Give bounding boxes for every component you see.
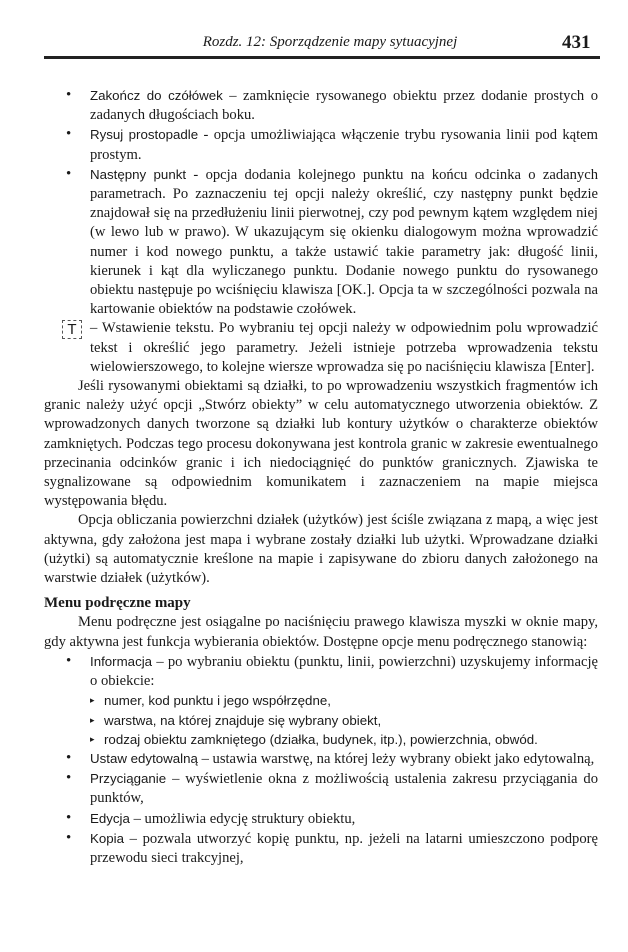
text-tool-item bbox=[44, 319, 598, 377]
option-description: – pozwala utworzyć kopię punktu, np. jeżeli na latarni umieszczono podporę przewodu sieci trakcyjnej, bbox=[90, 830, 598, 866]
option-name: Kopia bbox=[90, 830, 125, 846]
option-name: Edycja bbox=[90, 810, 130, 826]
paragraph: Jeśli rysowanymi obiektami są działki, to po wprowadzeniu wszystkich fragmentów ich granic należy użyć opcji „Stwórz obiekty” w celu automatycznego utworzenia obiektów. Z wprowadzonych danych tworzone są działki lub kontury użytków o charakterze obiektów zamkniętych. Podczas tego procesu dokonywana jest kontrola granic w zakresie ewentualnego przecinania odcinków granic i ich niedociągnięć do punktów granicznych. Zjawiska te sygnalizowane są odpowiednim komunikatem i zaznaczeniem na mapie miejsca występowania błędu. bbox=[44, 378, 598, 510]
text-tool-icon: T bbox=[62, 320, 82, 339]
bullet-icon: • bbox=[66, 809, 72, 826]
option-description: – wyświetlenie okna z możliwością ustalenia zakresu przyciągania do punktów, bbox=[90, 771, 598, 807]
bullet-icon: • bbox=[66, 652, 72, 669]
list-item bbox=[44, 652, 598, 691]
section-heading: Menu podręczne mapy bbox=[44, 595, 191, 612]
sub-item-text: warstwa, na której znajduje się wybrany obiekt, bbox=[104, 712, 382, 728]
header-rule bbox=[44, 56, 600, 59]
sub-list-item bbox=[44, 691, 598, 710]
bullet-icon: • bbox=[66, 829, 72, 846]
sub-item-text: numer, kod punktu i jego współrzędne, bbox=[104, 693, 331, 709]
list-item bbox=[44, 769, 598, 808]
triangle-bullet-icon: ▸ bbox=[90, 714, 95, 725]
sub-item-text: rodzaj obiektu zamkniętego (działka, budynek, itp.), powierzchnia, obwód. bbox=[104, 731, 538, 747]
option-name: Rysuj prostopadle bbox=[90, 127, 199, 143]
option-description: - opcja dodania kolejnego punktu na końcu odcinka o zadanych parametrach. Po zaznaczeniu tej opcji należy określić, czy następny punkt będzie znajdował się na przedłużeniu linii pierwotnej, czy pod pewnym kątem względem niej (w lewo lub w prawo). W ukazującym się okienku dialogowym można wprowadzić numer i kod nowego punktu, a także ustawić takie parametry jak: długość linii, kierunek i kąt dla wyliczanego punktu. Dodanie nowego punktu do rysowanego obiektu następuje po wciśnięciu klawisza [OK.]. Opcja ta w szczególności pozwala na kartowanie obiektów na podstawie czołówek. bbox=[90, 166, 599, 318]
body-text bbox=[44, 86, 598, 868]
list-item bbox=[44, 749, 598, 769]
triangle-bullet-icon: ▸ bbox=[90, 733, 95, 744]
running-header: Rozdz. 12: Sporządzenie mapy sytuacyjnej bbox=[202, 34, 458, 50]
bullet-icon: • bbox=[66, 749, 72, 766]
option-description: – ustawia warstwę, na której leży wybrany obiekt jako edytowalną, bbox=[197, 750, 595, 767]
option-description: - opcja umożliwiająca włączenie trybu rysowania linii pod kątem prostym. bbox=[90, 127, 598, 163]
list-item bbox=[44, 829, 598, 868]
option-description: – po wybraniu obiektu (punktu, linii, powierzchni) uzyskujemy informację o obiekcie: bbox=[90, 653, 598, 690]
option-description: – zamknięcie rysowanego obiektu przez dodanie prostych o zadanych długościach boku. bbox=[90, 88, 599, 124]
bullet-icon: • bbox=[66, 165, 72, 182]
option-name: Przyciąganie bbox=[90, 771, 167, 787]
option-name: Informacja bbox=[90, 653, 153, 669]
page-number: 431 bbox=[562, 32, 591, 53]
option-name: Zakończ do czółówek bbox=[90, 88, 223, 103]
section-intro: Menu podręczne jest osiągalne po naciśnięciu prawego klawisza myszki w oknie mapy, gdy aktywna jest funkcja wybierania obiektów. Dostępne opcje menu podręcznego stanowią: bbox=[44, 614, 598, 650]
paragraph: Opcja obliczania powierzchni działek (użytków) jest ściśle związana z mapą, a więc jest aktywna, gdy założona jest mapa i wybrane zostały działki lub użytki. Wprowadzane działki (użytki) są automatycznie kreślone na mapie i zapisywane do zbioru danych założonego na warstwie działek (użytków). bbox=[44, 512, 598, 587]
option-name: Następny punkt bbox=[90, 166, 187, 182]
text-tool-description: – Wstawienie tekstu. Po wybraniu tej opcji należy w odpowiednim polu wprowadzić tekst i określić jego parametry. Jeżeli istnieje potrzeba wprowadzenia tekstu wielowierszowego, to kolejne wiersze wprowadza się po naciśnięciu klawisza [Enter]. bbox=[90, 320, 598, 375]
option-description: – umożliwia edycję struktury obiektu, bbox=[129, 810, 356, 827]
list-item bbox=[44, 165, 598, 320]
bullet-icon: • bbox=[66, 770, 72, 787]
bullet-icon: • bbox=[66, 126, 72, 143]
list-item bbox=[44, 86, 598, 125]
triangle-bullet-icon: ▸ bbox=[90, 695, 95, 706]
list-item bbox=[44, 809, 598, 829]
sub-list-item bbox=[44, 711, 598, 730]
bullet-icon: • bbox=[66, 87, 72, 103]
option-name: Ustaw edytowalną bbox=[90, 750, 198, 766]
sub-list-item bbox=[44, 730, 598, 749]
list-item bbox=[44, 125, 598, 164]
